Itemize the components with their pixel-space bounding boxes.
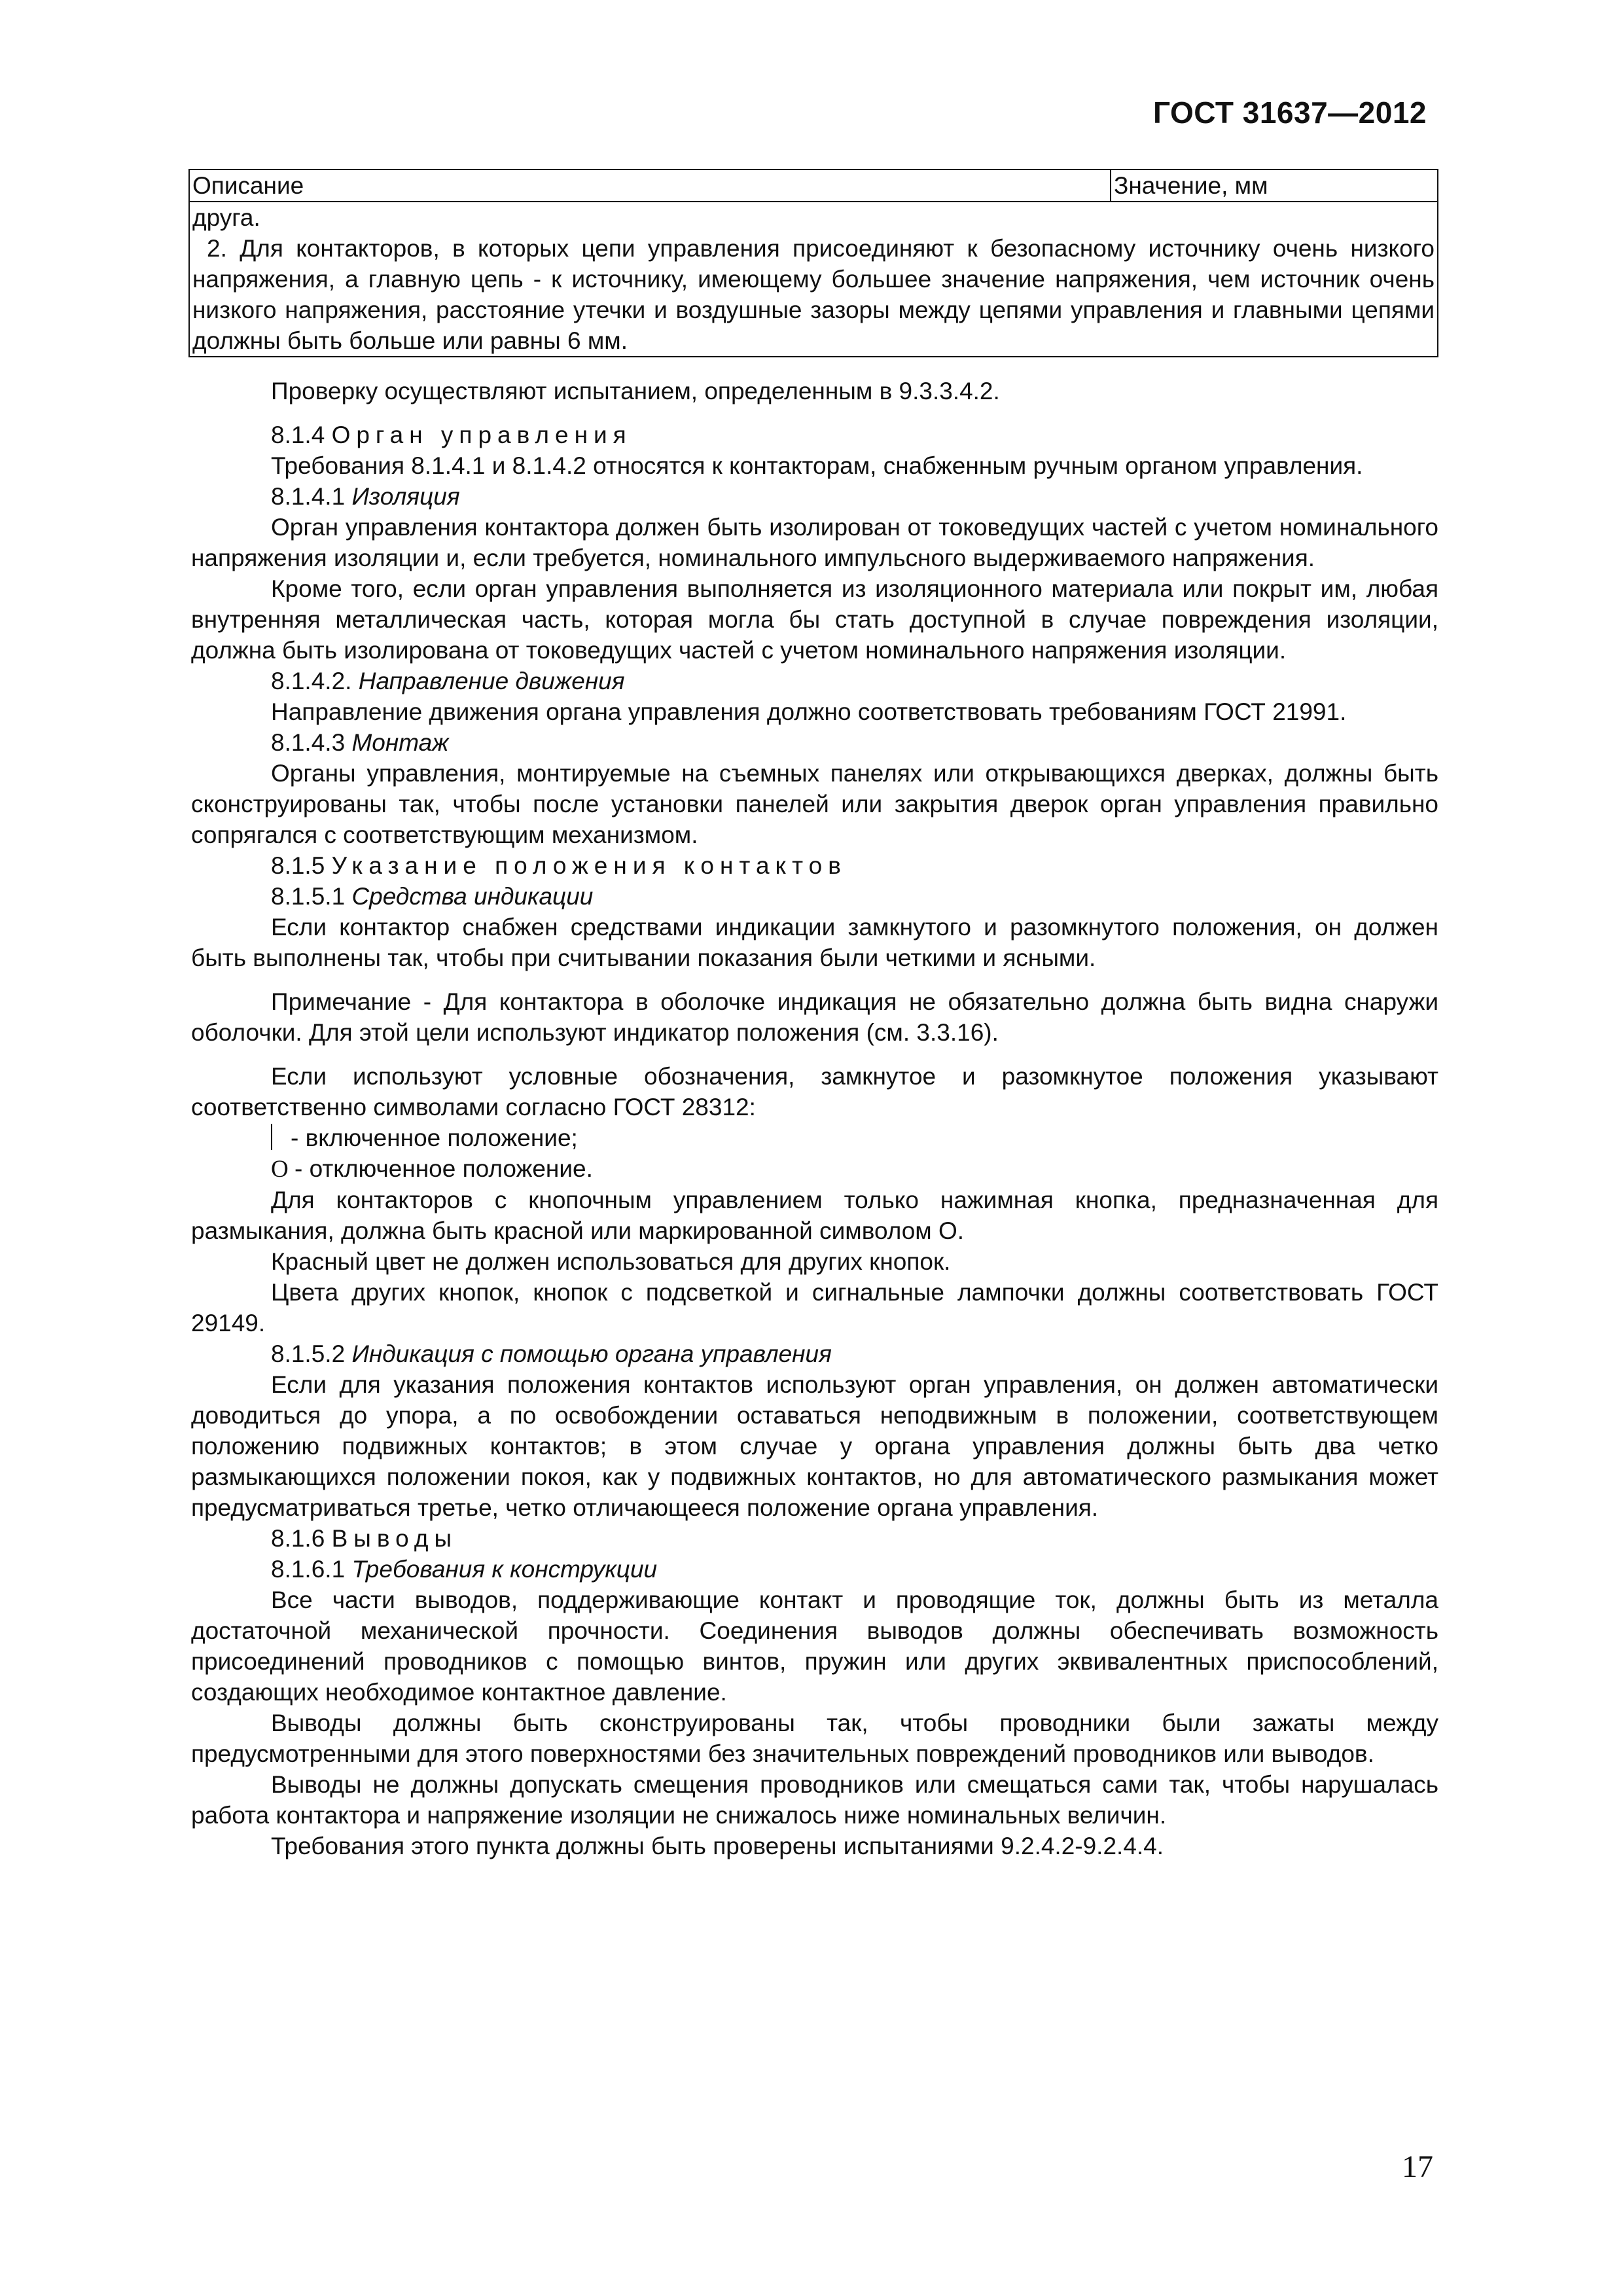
table-header-description: Описание — [189, 170, 1111, 202]
table-header-value: Значение, мм — [1111, 170, 1438, 202]
section-number: 8.1.4 — [271, 422, 332, 448]
page-number: 17 — [1402, 2149, 1433, 2184]
paragraph: Если используют условные обозначения, замкнутое и разомкнутое положения указывают соответственно символами согласно ГОСТ 28312: — [191, 1063, 1438, 1121]
paragraph: Направление движения органа управления должно соответствовать требованиям ГОСТ 21991. — [271, 698, 1347, 725]
document-id-header: ГОСТ 31637—2012 — [1153, 96, 1427, 130]
paragraph: Красный цвет не должен использоваться для других кнопок. — [271, 1248, 951, 1275]
note: Примечание - Для контактора в оболочке индикация не обязательно должна быть видна снаружи оболочки. Для этой цели используют индикатор положения (см. 3.3.16). — [191, 988, 1438, 1046]
section-title: Изоляция — [351, 483, 460, 510]
symbol-line-off — [191, 1153, 1438, 1185]
open-position-symbol-icon: O — [271, 1156, 289, 1183]
section-heading-8-1-4-1 — [191, 481, 1438, 512]
section-heading-8-1-5-2 — [191, 1338, 1438, 1369]
paragraph: Требования этого пункта должны быть проверены испытаниями 9.2.4.2-9.2.4.4. — [271, 1833, 1164, 1859]
section-title: Средства индикации — [351, 883, 594, 910]
paragraph: Все части выводов, поддерживающие контакт и проводящие ток, должны быть из металла достаточной механической прочности. Соединения выводов должны обеспечивать возможность присоединений проводников с помощью винтов, пружин или других эквивалентных приспособлений, создающих необходимое контактное давление. — [191, 1587, 1438, 1706]
section-number: 8.1.4.3 — [271, 729, 352, 756]
section-title: Направление движения — [358, 668, 625, 694]
paragraph: Если для указания положения контактов используют орган управления, он должен автоматически доводиться до упора, а по освобождении оставаться неподвижным в положении, соответствующем положению подвижных контактов; в этом случае у органа управления должны быть два четко размыкающихся положении покоя, как у подвижных контактов, но для автоматического размыкания может предусматриваться третье, четко отличающееся положение органа управления. — [191, 1371, 1438, 1521]
table-header-row — [189, 170, 1438, 202]
paragraph: Требования 8.1.4.1 и 8.1.4.2 относятся к контакторам, снабженным ручным органом управления. — [271, 452, 1363, 479]
paragraph: Цвета других кнопок, кнопок с подсветкой и сигнальные лампочки должны соответствовать ГОСТ 29149. — [191, 1279, 1438, 1336]
section-title: Требования к конструкции — [351, 1556, 658, 1583]
section-heading-8-1-5 — [191, 850, 1438, 881]
paragraph: Кроме того, если орган управления выполняется из изоляционного материала или покрыт им, любая внутренняя металлическая часть, которая могла бы стать доступной в случае повреждения изоляции, должна быть изолирована от токоведущих частей с учетом номинального напряжения изоляции. — [191, 575, 1438, 664]
closed-position-symbol-icon — [271, 1124, 272, 1150]
section-title: Монтаж — [351, 729, 449, 756]
document-body — [191, 376, 1438, 1861]
paragraph: Органы управления, монтируемые на съемных панелях или открывающихся дверках, должны быть сконструированы так, чтобы после установки панелей или закрытия дверок орган управления правильно сопрягался с соответствующим механизмом. — [191, 760, 1438, 848]
requirements-table — [188, 169, 1438, 357]
section-title: Указание положения контактов — [331, 852, 847, 879]
table-continued-text: друга. — [192, 204, 260, 231]
paragraph: Проверку осуществляют испытанием, определенным в 9.3.3.4.2. — [271, 378, 1000, 404]
section-title: Выводы — [331, 1525, 458, 1552]
section-heading-8-1-4-2 — [191, 666, 1438, 696]
section-number: 8.1.5.2 — [271, 1340, 352, 1367]
section-number: 8.1.5 — [271, 852, 332, 879]
table-cell-notes — [189, 202, 1438, 357]
section-number: 8.1.4.1 — [271, 483, 352, 510]
paragraph: Для контакторов с кнопочным управлением только нажимная кнопка, предназначенная для размыкания, должна быть красной или маркированной символом O. — [191, 1187, 1438, 1244]
section-heading-8-1-5-1 — [191, 881, 1438, 912]
section-heading-8-1-6 — [191, 1523, 1438, 1554]
symbol-description: - отключенное положение. — [294, 1155, 593, 1182]
symbol-description: - включенное положение; — [291, 1124, 578, 1151]
paragraph: Орган управления контактора должен быть изолирован от токоведущих частей с учетом номинального напряжения изоляции и, если требуется, номинального импульсного выдерживаемого напряжения. — [191, 514, 1438, 571]
section-number: 8.1.4.2. — [271, 668, 359, 694]
table-note-2: 2. Для контакторов, в которых цепи управления присоединяют к безопасному источнику очень низкого напряжения, а главную цепь - к источнику, имеющему большее значение напряжения, чем источник очень низкого напряжения, расстояние утечки и воздушные зазоры между цепями управления и главными цепями должны быть больше или равны 6 мм. — [192, 235, 1435, 354]
symbol-line-on — [191, 1122, 1438, 1153]
section-heading-8-1-4-3 — [191, 727, 1438, 758]
paragraph: Выводы не должны допускать смещения проводников или смещаться сами так, чтобы нарушалась работа контактора и напряжение изоляции не снижалось ниже номинальных величин. — [191, 1771, 1438, 1829]
paragraph: Выводы должны быть сконструированы так, чтобы проводники были зажаты между предусмотренными для этого поверхностями без значительных повреждений проводников или выводов. — [191, 1710, 1438, 1767]
section-title: Орган управления — [331, 422, 632, 448]
section-number: 8.1.5.1 — [271, 883, 352, 910]
table-row — [189, 202, 1438, 357]
section-number: 8.1.6.1 — [271, 1556, 352, 1583]
section-number: 8.1.6 — [271, 1525, 332, 1552]
paragraph: Если контактор снабжен средствами индикации замкнутого и разомкнутого положения, он должен быть выполнены так, чтобы при считывании показания были четкими и ясными. — [191, 914, 1438, 971]
section-heading-8-1-4 — [191, 420, 1438, 450]
section-title: Индикация с помощью органа управления — [351, 1340, 832, 1367]
section-heading-8-1-6-1 — [191, 1554, 1438, 1585]
